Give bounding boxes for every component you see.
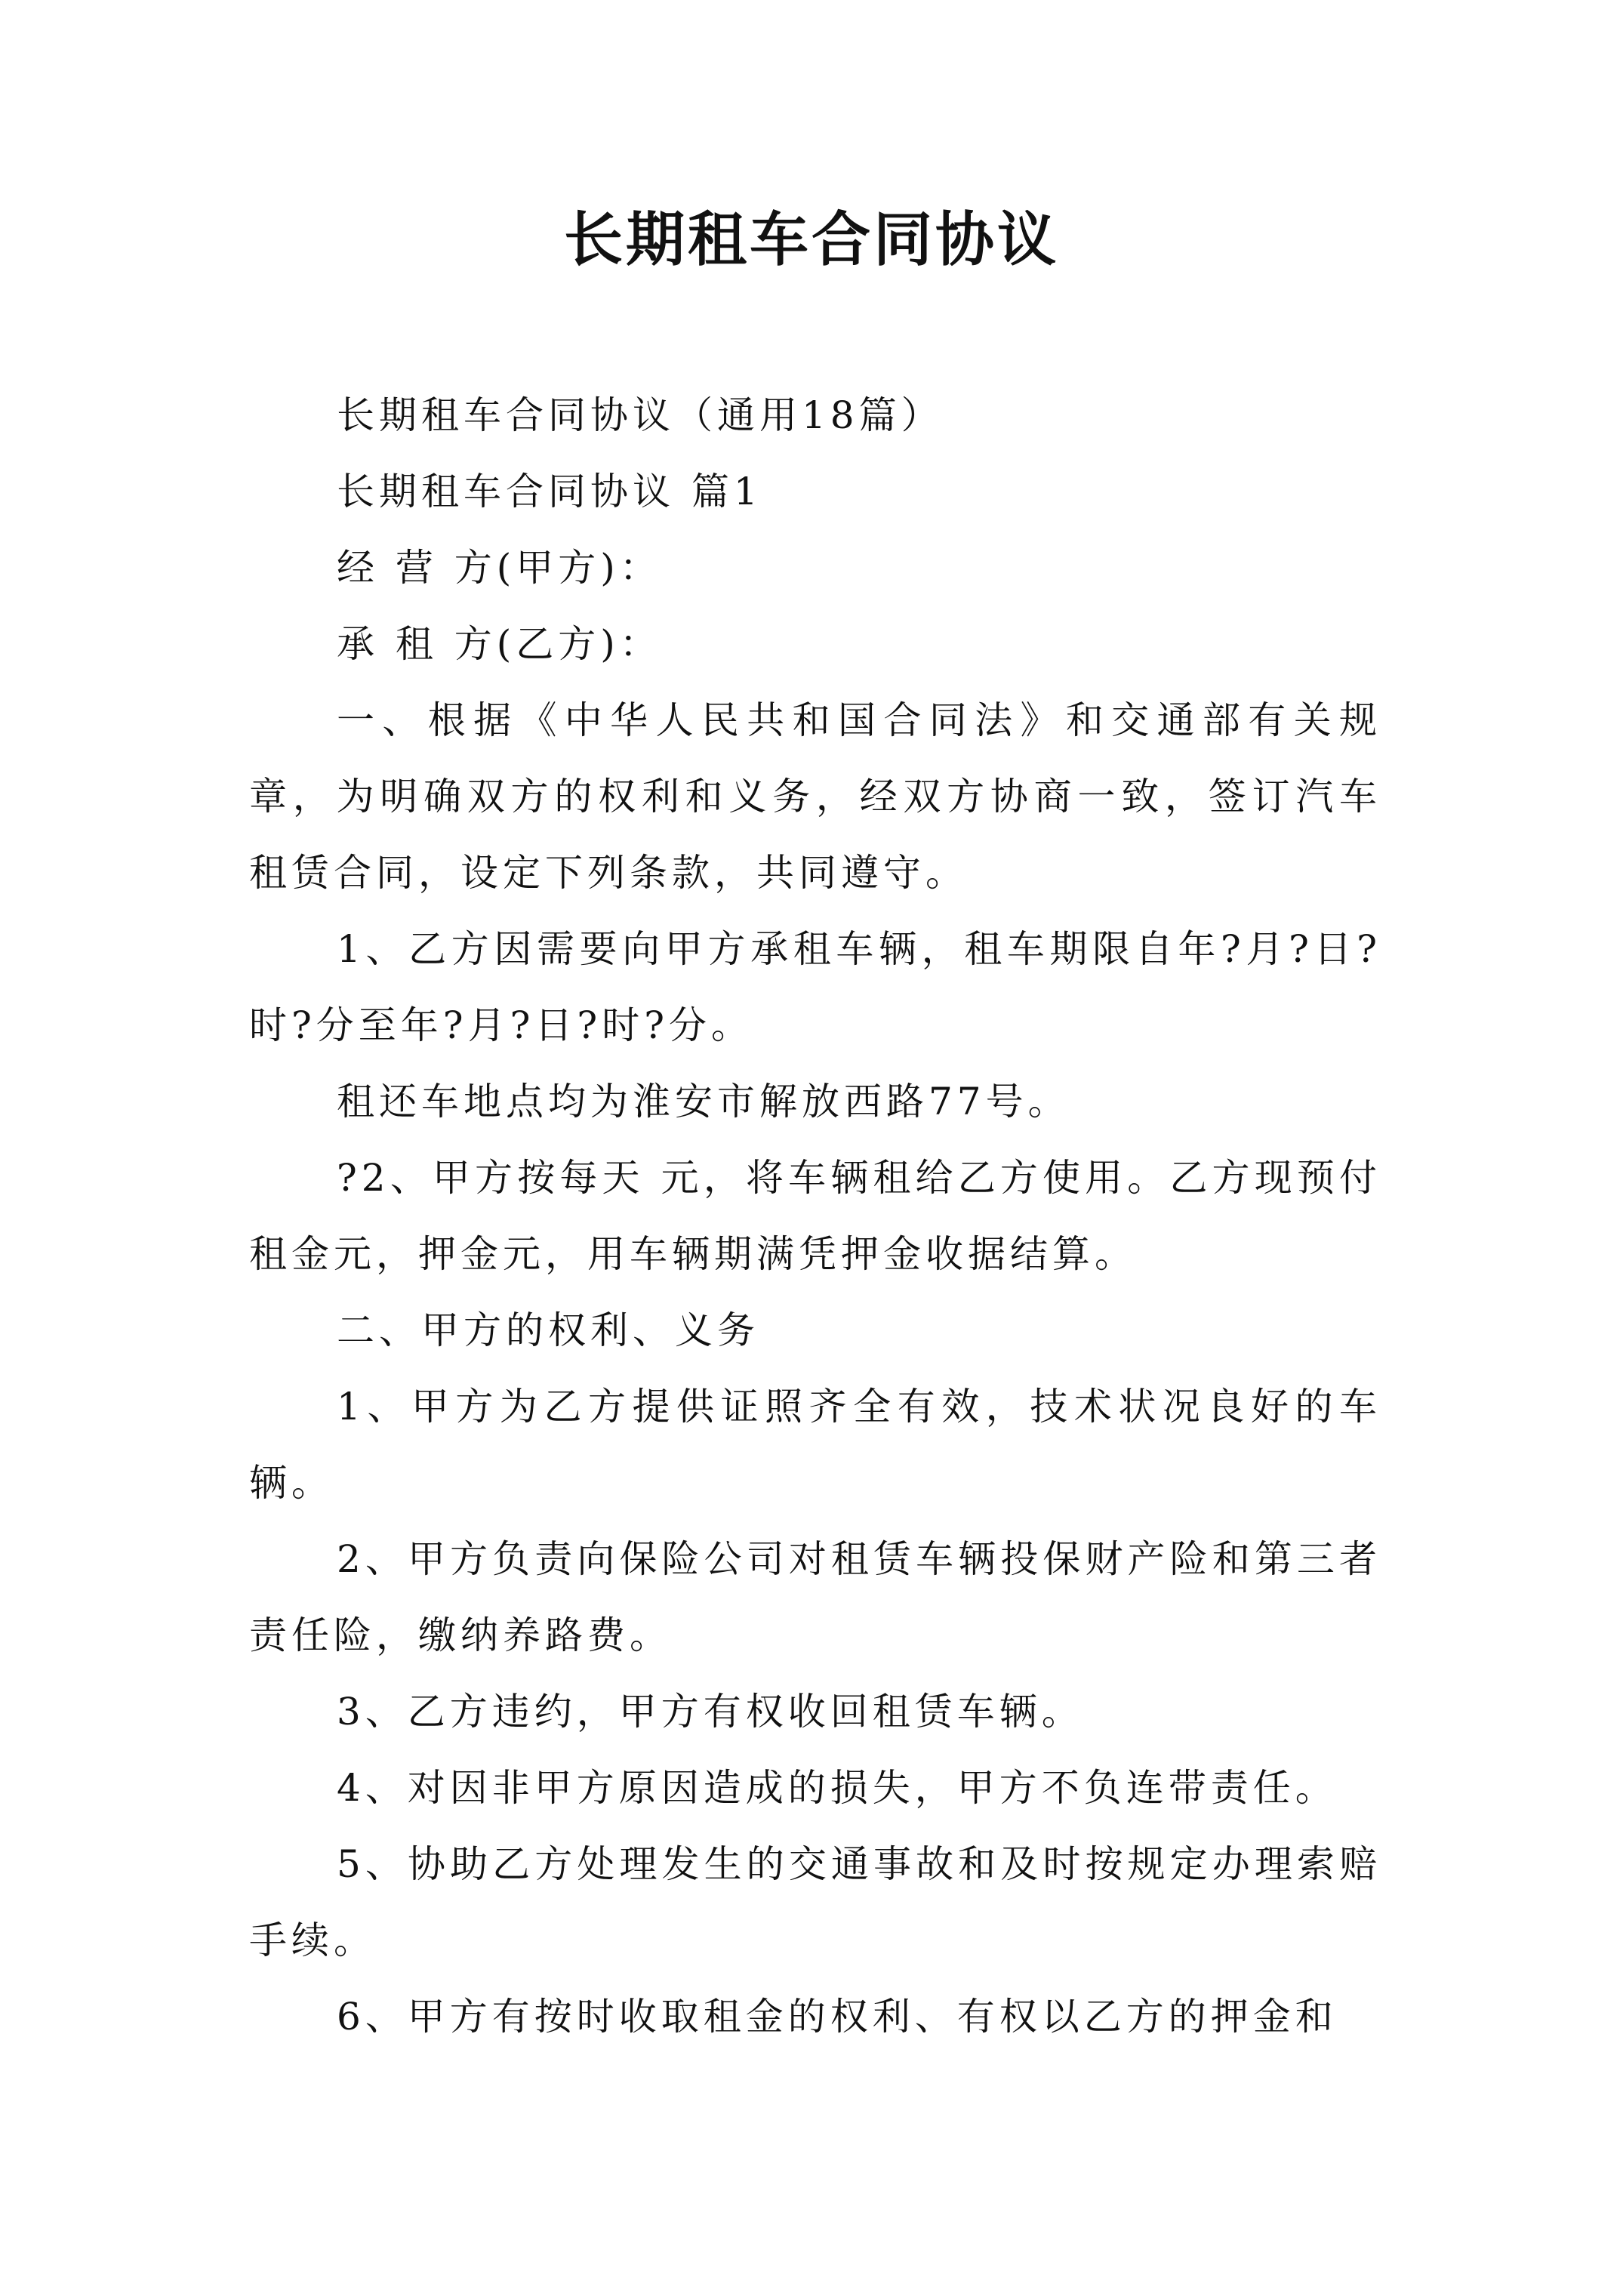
- paragraph-clause: ?2、甲方按每天 元，将车辆租给乙方使用。乙方现预付租金元，押金元，用车辆期满凭押金收据结算。: [249, 1156, 1381, 1276]
- paragraph-party-b: 承 租 方(乙方)：: [337, 622, 662, 666]
- document-body: [249, 378, 1381, 2055]
- paragraph-clause: 5、协助乙方处理发生的交通事故和及时按规定办理索赔手续。: [249, 1842, 1381, 1962]
- paragraph-clause: 2、甲方负责向保险公司对租赁车辆投保财产险和第三者责任险，缴纳养路费。: [249, 1537, 1381, 1657]
- paragraph-clause: 6、甲方有按时收取租金的权利、有权以乙方的押金和: [337, 1995, 1338, 2039]
- paragraph-section-heading: 长期租车合同协议 篇1: [337, 470, 762, 513]
- paragraph-clause: 租还车地点均为淮安市解放西路77号。: [337, 1080, 1070, 1123]
- paragraph-clause: 4、对因非甲方原因造成的损失，甲方不负连带责任。: [337, 1766, 1338, 1810]
- paragraph-clause: 1、乙方因需要向甲方承租车辆，租车期限自年?月?日?时?分至年?月?日?时?分。: [249, 927, 1381, 1047]
- paragraph-clause: 一、根据《中华人民共和国合同法》和交通部有关规章，为明确双方的权利和义务，经双方协商一致，签订汽车租赁合同，设定下列条款，共同遵守。: [249, 698, 1381, 895]
- paragraph-clause: 3、乙方违约，甲方有权收回租赁车辆。: [337, 1690, 1084, 1734]
- paragraph-clause: 1、甲方为乙方提供证照齐全有效，技术状况良好的车辆。: [249, 1385, 1381, 1505]
- paragraph-subtitle: 长期租车合同协议（通用18篇）: [337, 393, 944, 437]
- paragraph-clause: 二、甲方的权利、义务: [337, 1308, 759, 1352]
- document-title: 长期租车合同协议: [563, 205, 1059, 274]
- paragraph-party-a: 经 营 方(甲方)：: [337, 546, 662, 590]
